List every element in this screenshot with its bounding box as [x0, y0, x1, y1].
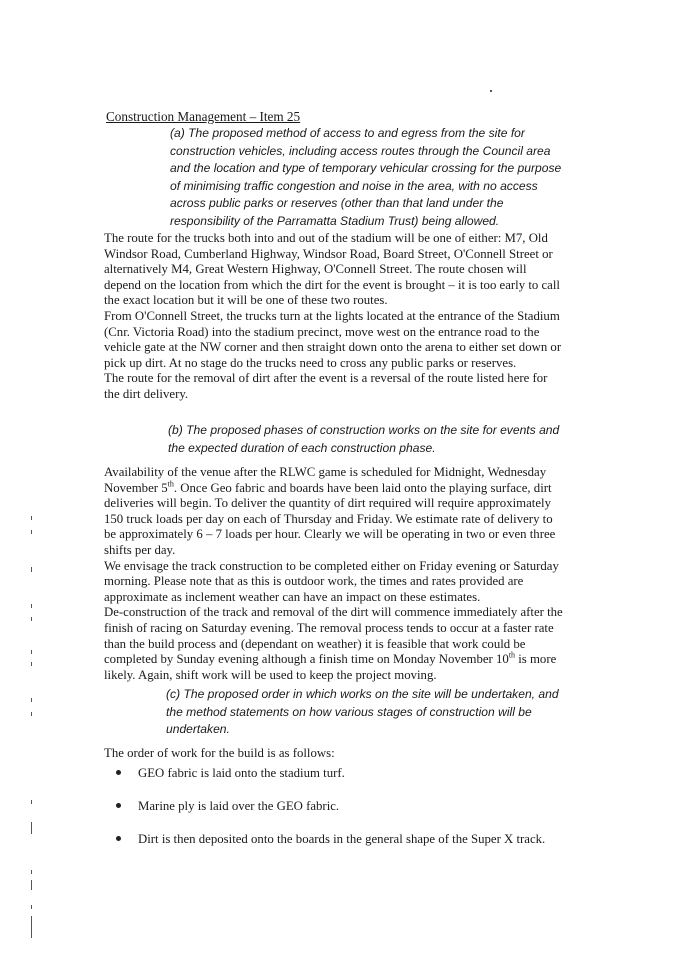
deconstruction-text-end: is more likely. Again, shift work will be used to keep the project moving. — [104, 652, 557, 682]
bullet-icon — [116, 770, 121, 775]
list-item-text: Marine ply is laid over the GEO fabric. — [138, 799, 340, 813]
scan-speck — [31, 567, 32, 572]
scan-speck — [31, 800, 32, 804]
phases-section — [104, 465, 566, 683]
list-item — [116, 831, 576, 847]
scan-speck — [31, 870, 32, 874]
scan-speck — [31, 650, 32, 654]
section-heading: Construction Management – Item 25 — [106, 109, 301, 124]
list-item-text: Dirt is then deposited onto the boards in the general shape of the Super X track. — [138, 832, 546, 846]
item-a-text: (a) The proposed method of access to and egress from the site for construction vehicles, including access routes through the Council area and the location and type of temporary vehicular crossing for the purpose of minimising traffic congestion and noise in the area, with no access across public parks or reserves (other than that land under the responsibility of the Parramatta Stadium Trust) being allowed. — [170, 126, 562, 228]
paragraph-track-construction: We envisage the track construction to be completed either on Friday evening or Saturday morning. Please note that as this is outdoor work, the times and rates provided are approximate as inclement weather can have an impact on these estimates. — [104, 558, 559, 604]
order-intro: The order of work for the build is as follows: — [104, 746, 335, 760]
paragraph-removal-route: The route for the removal of dirt after the event is a reversal of the route listed here for the dirt delivery. — [104, 371, 548, 401]
scan-speck — [31, 516, 32, 520]
list-item — [116, 798, 576, 814]
item-c-text: (c) The proposed order in which works on the site will be undertaken, and the method statements on how various stages of construction will be undertaken. — [166, 687, 559, 737]
paragraph-deconstruction — [104, 605, 566, 683]
scan-speck — [31, 822, 32, 834]
scan-speck — [31, 880, 32, 890]
scan-speck — [31, 712, 32, 716]
availability-text-start: Availability of the venue after the RLWC game is scheduled for Midnight, Wednesday November 5 — [104, 465, 547, 495]
availability-text-end: . Once Geo fabric and boards have been laid onto the playing surface, dirt deliveries will begin. To deliver the quantity of dirt required will require approximately 150 truck loads per day on each of Thursday and Friday. We estimate rate of delivery to be approximately 6 – 7 loads per hour. Clearly we will be operating in two or even three shifts per day. — [104, 480, 556, 557]
superscript-th: th — [508, 650, 516, 660]
item-b-text: (b) The proposed phases of construction works on the site for events and the expected duration of each construction phase. — [168, 423, 560, 455]
list-item — [116, 765, 576, 781]
scan-speck — [31, 905, 32, 909]
bullet-icon — [116, 836, 121, 841]
scan-speck — [31, 662, 32, 666]
scan-speck — [490, 90, 492, 92]
paragraph-availability — [104, 465, 566, 559]
scan-speck — [31, 530, 32, 534]
access-route-section — [104, 231, 566, 403]
superscript-th: th — [167, 479, 174, 489]
build-order-list — [116, 765, 576, 847]
bullet-icon — [116, 803, 121, 808]
deconstruction-text-start: De-construction of the track and removal of the dirt will commence immediately after the finish of racing on Saturday evening. The removal process tends to occur at a faster rate than the build process and (dependant on weather) it is feasible that work could be completed by Sunday evening although a finish time on Monday November 10 — [104, 605, 563, 667]
scan-speck — [31, 604, 32, 608]
scan-speck — [31, 698, 32, 702]
paragraph-route: The route for the trucks both into and out of the stadium will be one of either: M7, Old Windsor Road, Cumberland Highway, Windsor Road, Board Street, O'Connell Street or alternatively M4, Great Western Highway, O'Connell Street. The route chosen will depend on the location from which the dirt for the event is brought – it is too early to call the exact location but it will be one of these two routes. — [104, 231, 560, 308]
paragraph-oconnell: From O'Connell Street, the trucks turn at the lights located at the entrance of the Stadium (Cnr. Victoria Road) into the stadium precinct, move west on the entrance road to the vehicle gate at the NW corner and then straight down onto the arena to either set down or pick up dirt. At no stage do the trucks need to cross any public parks or reserves. — [104, 308, 562, 370]
scan-speck — [31, 617, 32, 621]
scan-speck — [31, 916, 32, 938]
list-item-text: GEO fabric is laid onto the stadium turf. — [138, 766, 345, 780]
